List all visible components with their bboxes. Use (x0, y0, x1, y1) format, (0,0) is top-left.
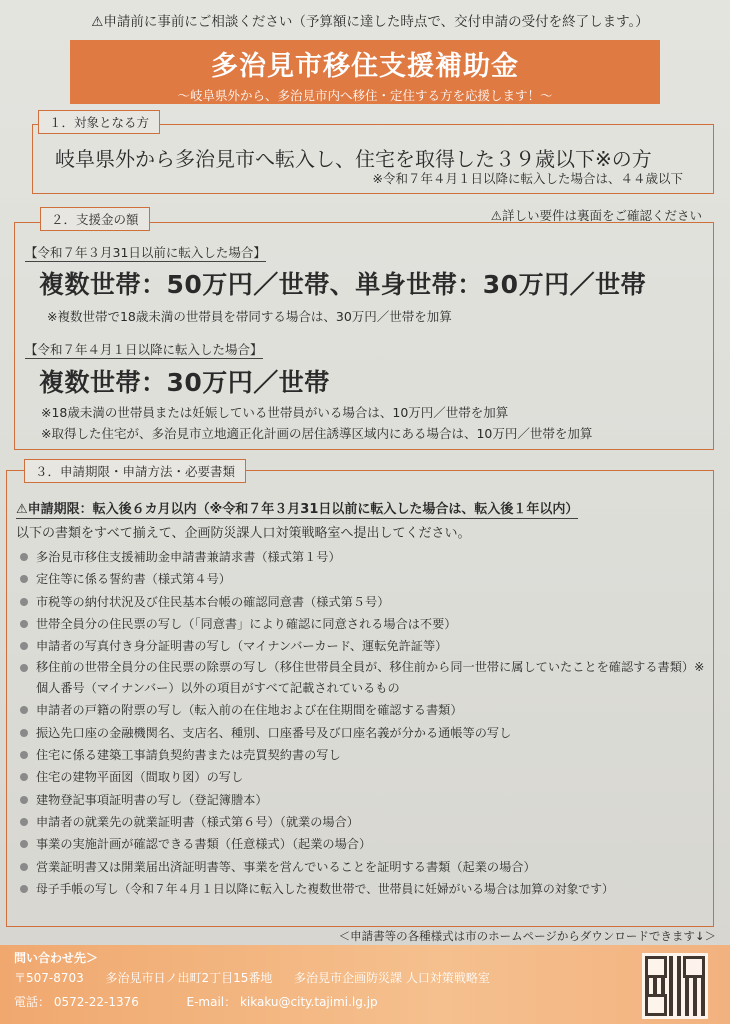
section1-label: １．対象となる方 (38, 110, 160, 134)
bullet-icon (20, 729, 28, 737)
bullet-icon (20, 796, 28, 804)
page-title: 多治見市移住支援補助金 (211, 51, 519, 82)
section-amount (14, 222, 714, 450)
qr-code-icon[interactable] (642, 953, 708, 1019)
bullet-icon (20, 553, 28, 561)
list-item: 移住前の世帯全員分の住民票の除票の写し（移住世帯員全員が、移住前から同一世帯に属していたことを確認する書類）※個人番号（マイナンバー）以外の項目がすべて記載されているもの (20, 657, 710, 699)
bullet-icon (20, 751, 28, 759)
bullet-icon (20, 863, 28, 871)
bullet-icon (20, 885, 28, 893)
details-note: ⚠詳しい要件は裏面をご確認ください (490, 208, 702, 223)
page-subtitle: ～岐阜県外から、多治見市内へ移住・定住する方を応援します！～ (177, 88, 553, 103)
list-item: 多治見市移住支援補助金申請書兼請求書（様式第１号） (20, 546, 710, 568)
download-note: ＜申請書等の各種様式は市のホームページからダウンロードできます↓＞ (338, 929, 716, 943)
list-item: 振込先口座の金融機関名、支店名、種別、口座番号及び口座名義が分かる通帳等の写し (20, 722, 710, 744)
application-deadline: ⚠申請期限：転入後６カ月以内（※令和７年３月31日以前に転入した場合は、転入後１年以内） (16, 498, 578, 519)
list-item: 営業証明書又は開業届出済証明書等、事業を営んでいることを証明する書類（起業の場合） (20, 856, 710, 878)
address: 多治見市日ノ出町2丁目15番地 (105, 971, 273, 985)
required-documents-list (20, 546, 710, 900)
list-item: 住宅の建物平面図（間取り図）の写し (20, 766, 710, 788)
bullet-icon (20, 773, 28, 781)
contact-heading: 問い合わせ先＞ (14, 951, 99, 965)
bullet-icon (20, 620, 28, 628)
section3-label: ３．申請期限・申請方法・必要書類 (24, 459, 246, 483)
eligibility-main: 岐阜県外から多治見市へ転入し、住宅を取得した３９歳以下※の方 (55, 147, 652, 171)
list-item: 事業の実施計画が確認できる書類（任意様式）（起業の場合） (20, 833, 710, 855)
list-item: 世帯全員分の住民票の写し（「同意書」により確認に同意される場合は不要） (20, 613, 710, 635)
contact-footer (0, 945, 730, 1024)
bullet-icon (20, 642, 28, 650)
list-item: 市税等の納付状況及び住民基本台帳の確認同意書（様式第５号） (20, 591, 710, 613)
bullet-icon (20, 575, 28, 583)
case1-note: ※複数世帯で18歳未満の世帯員を帯同する場合は、30万円／世帯を加算 (47, 309, 452, 324)
list-item: 母子手帳の写し（令和７年４月１日以降に転入した複数世帯で、世帯員に妊婦がいる場合は加算の対象です） (20, 878, 710, 900)
advance-consultation-notice: ⚠申請前に事前にご相談ください（予算額に達した時点で、交付申請の受付を終了します。） (91, 14, 649, 30)
list-item: 申請者の戸籍の附票の写し（転入前の在住地および在住期間を確認する書類） (20, 699, 710, 721)
email-label: E-mail： (186, 995, 237, 1009)
case2-note-2: ※取得した住宅が、多治見市立地適正化計画の居住誘導区域内にある場合は、10万円／世帯を加算 (41, 426, 593, 441)
list-item: 申請者の就業先の就業証明書（様式第６号）（就業の場合） (20, 811, 710, 833)
bullet-icon (20, 664, 28, 672)
submission-intro: 以下の書類をすべて揃えて、企画防災課人口対策戦略室へ提出してください。 (16, 526, 471, 541)
list-item: 建物登記事項証明書の写し（登記簿謄本） (20, 789, 710, 811)
office-name: 多治見市企画防災課 人口対策戦略室 (294, 971, 490, 985)
tel-label: 電話： (14, 995, 51, 1009)
section2-label: ２．支援金の額 (40, 207, 150, 231)
eligibility-note: ※令和７年４月１日以降に転入した場合は、４４歳以下 (372, 171, 683, 186)
case2-header: 【令和７年４月１日以降に転入した場合】 (25, 342, 263, 357)
bullet-icon (20, 840, 28, 848)
case2-amount: 複数世帯：30万円／世帯 (39, 368, 330, 397)
list-item: 申請者の写真付き身分証明書の写し（マイナンバーカード、運転免許証等） (20, 635, 710, 657)
list-item: 住宅に係る建築工事請負契約書または売買契約書の写し (20, 744, 710, 766)
email-address[interactable]: kikaku@city.tajimi.lg.jp (239, 995, 378, 1009)
bullet-icon (20, 598, 28, 606)
list-item: 定住等に係る誓約書（様式第４号） (20, 568, 710, 590)
bullet-icon (20, 818, 28, 826)
case1-header: 【令和７年３月31日以前に転入した場合】 (25, 245, 266, 260)
phone-number[interactable]: 0572-22-1376 (53, 995, 139, 1009)
title-banner (70, 40, 660, 104)
case1-amount: 複数世帯：50万円／世帯、単身世帯：30万円／世帯 (39, 270, 647, 299)
case2-note-1: ※18歳未満の世帯員または妊娠している世帯員がいる場合は、10万円／世帯を加算 (41, 405, 509, 420)
section-eligibility (32, 124, 714, 194)
contact-address-row (14, 969, 490, 986)
bullet-icon (20, 706, 28, 714)
contact-phone-row (14, 993, 378, 1010)
postal-code: 〒507-8703 (14, 971, 84, 985)
